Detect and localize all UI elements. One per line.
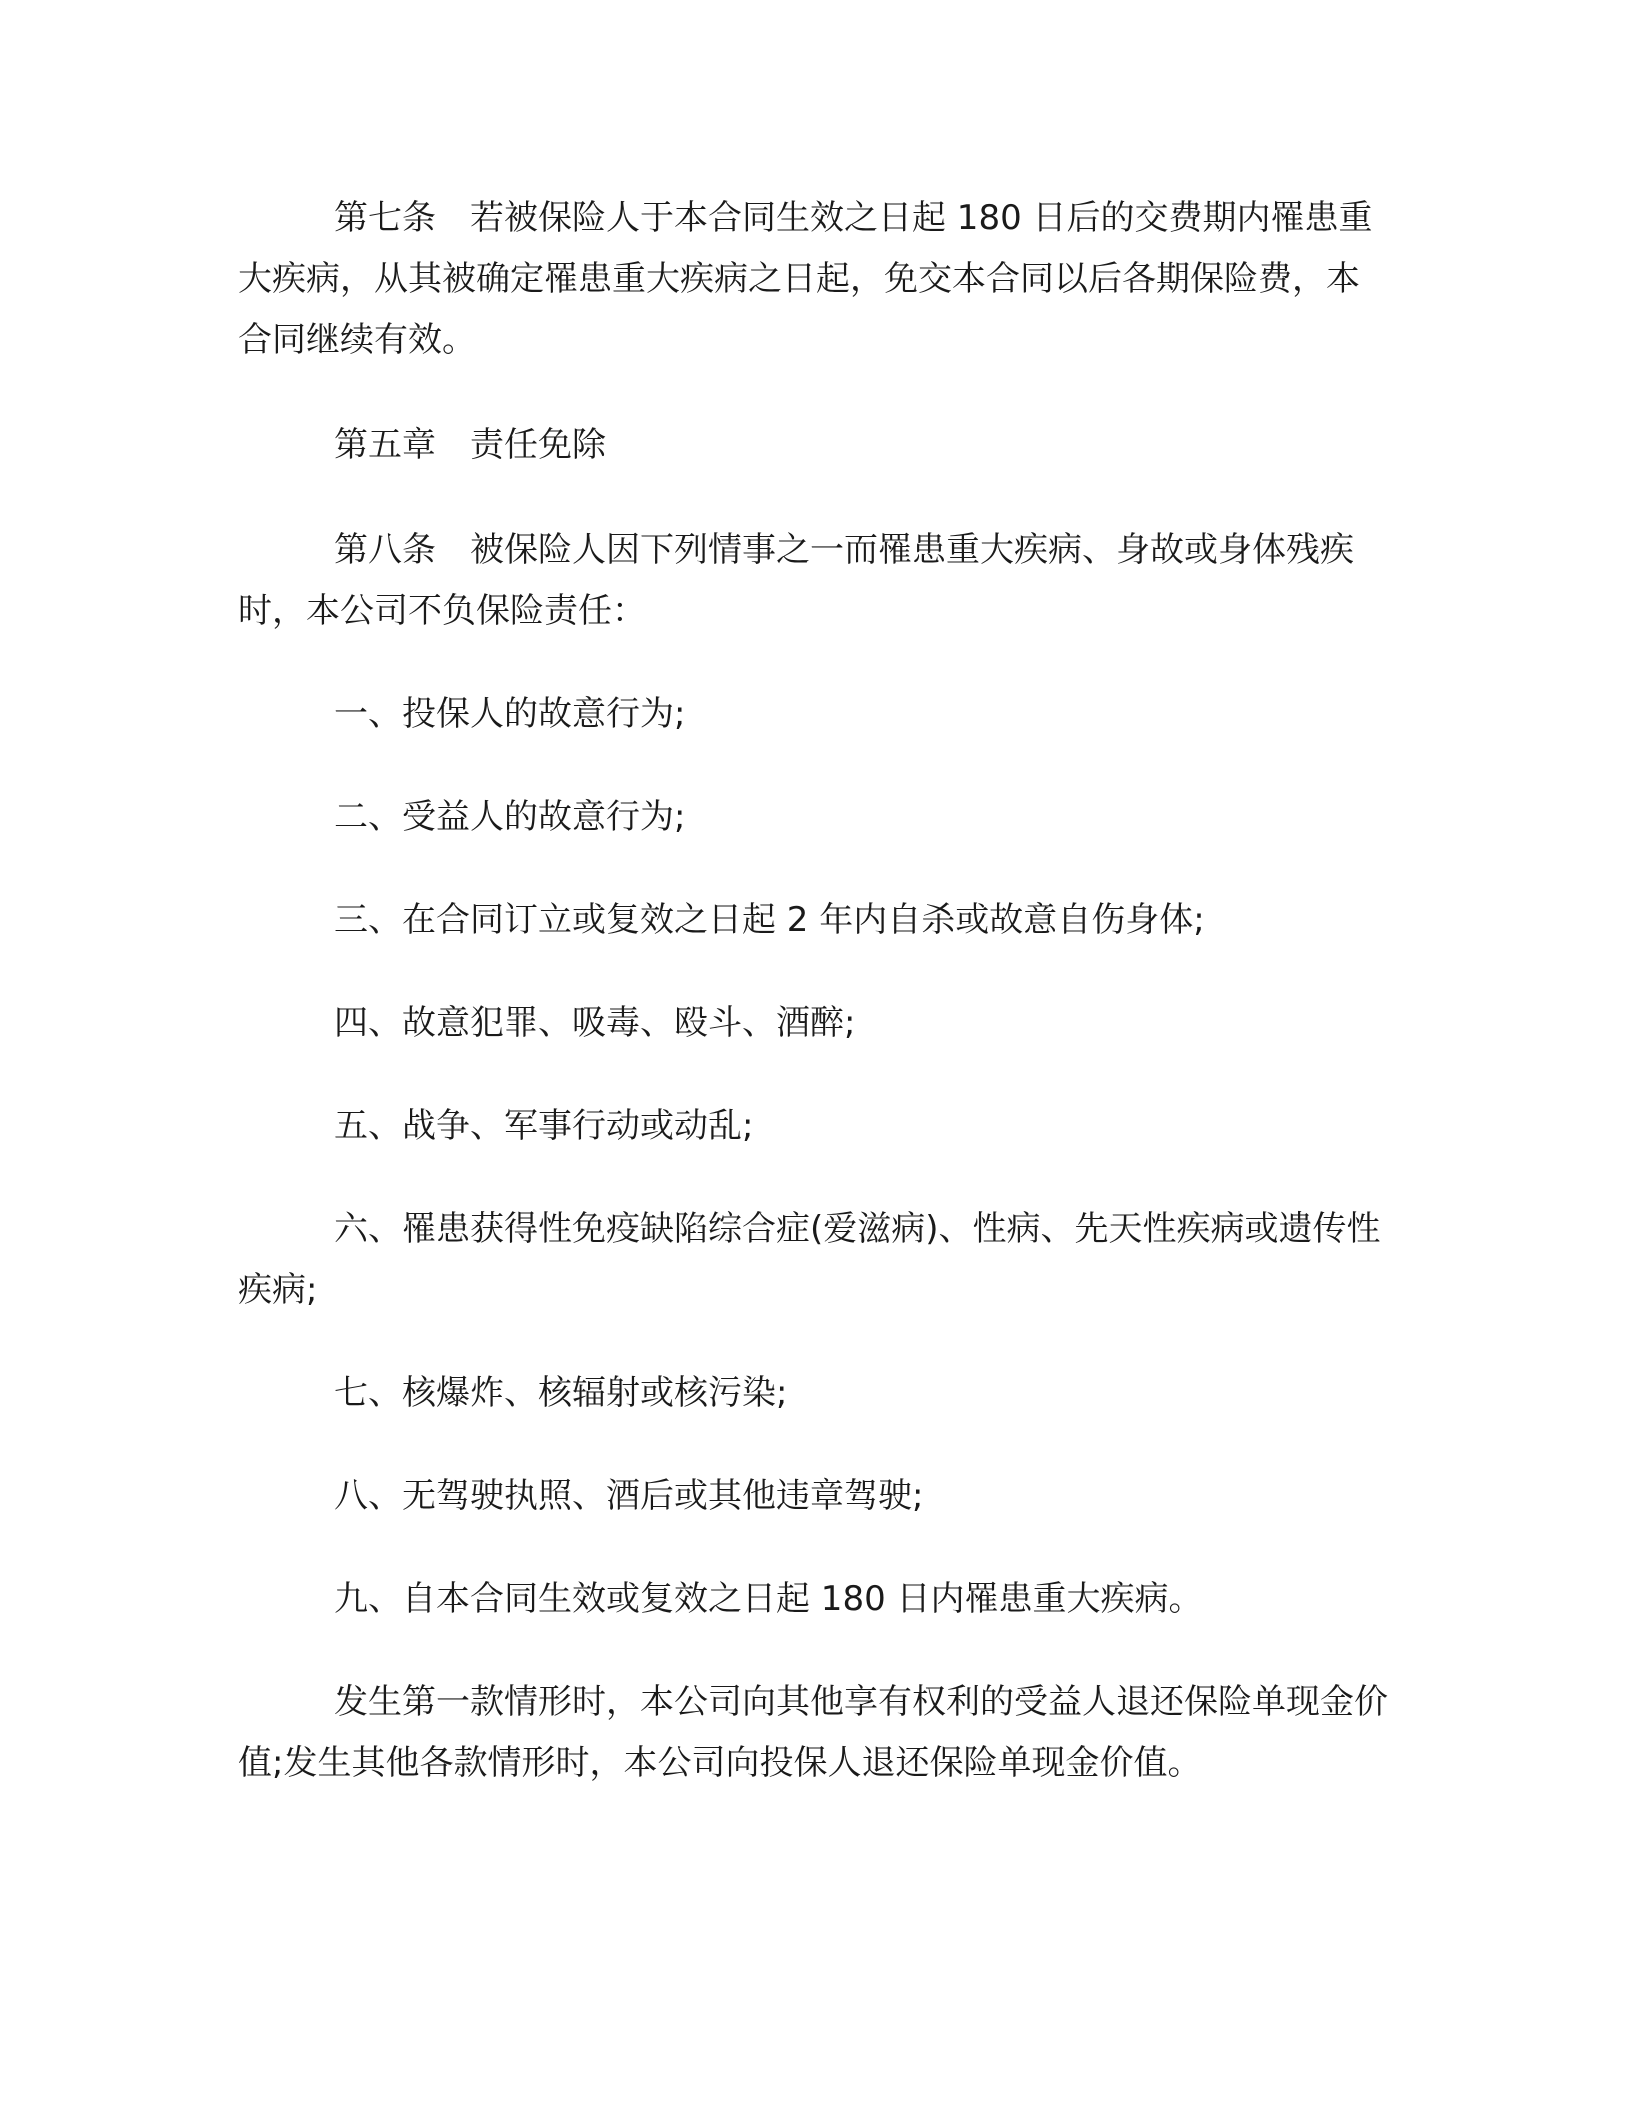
exclusion-item-8: 八、无驾驶执照、酒后或其他违章驾驶;: [334, 1476, 924, 1516]
article-8-paragraph: 第八条 被保险人因下列情事之一而罹患重大疾病、身故或身体残疾时，本公司不负保险责任：: [238, 530, 1354, 631]
exclusion-item-9: 九、自本合同生效或复效之日起 180 日内罹患重大疾病。: [334, 1579, 1203, 1619]
chapter-5-heading: 第五章 责任免除: [334, 425, 606, 465]
exclusion-item-5: 五、战争、军事行动或动乱;: [334, 1106, 754, 1146]
refund-paragraph: 发生第一款情形时，本公司向其他享有权利的受益人退还保险单现金价值;发生其他各款情形时，本公司向投保人退还保险单现金价值。: [238, 1682, 1388, 1783]
exclusion-item-3: 三、在合同订立或复效之日起 2 年内自杀或故意自伤身体;: [334, 900, 1205, 940]
article-7-paragraph: 第七条 若被保险人于本合同生效之日起 180 日后的交费期内罹患重大疾病，从其被确定罹患重大疾病之日起，免交本合同以后各期保险费，本合同继续有效。: [238, 198, 1373, 360]
exclusion-item-7: 七、核爆炸、核辐射或核污染;: [334, 1373, 788, 1413]
exclusion-item-1: 一、投保人的故意行为;: [334, 694, 686, 734]
exclusion-item-4: 四、故意犯罪、吸毒、殴斗、酒醉;: [334, 1003, 856, 1043]
exclusion-item-6: 六、罹患获得性免疫缺陷综合症(爱滋病)、性病、先天性疾病或遗传性疾病;: [238, 1209, 1381, 1310]
document-body: [238, 188, 1388, 1794]
exclusion-item-2: 二、受益人的故意行为;: [334, 797, 686, 837]
